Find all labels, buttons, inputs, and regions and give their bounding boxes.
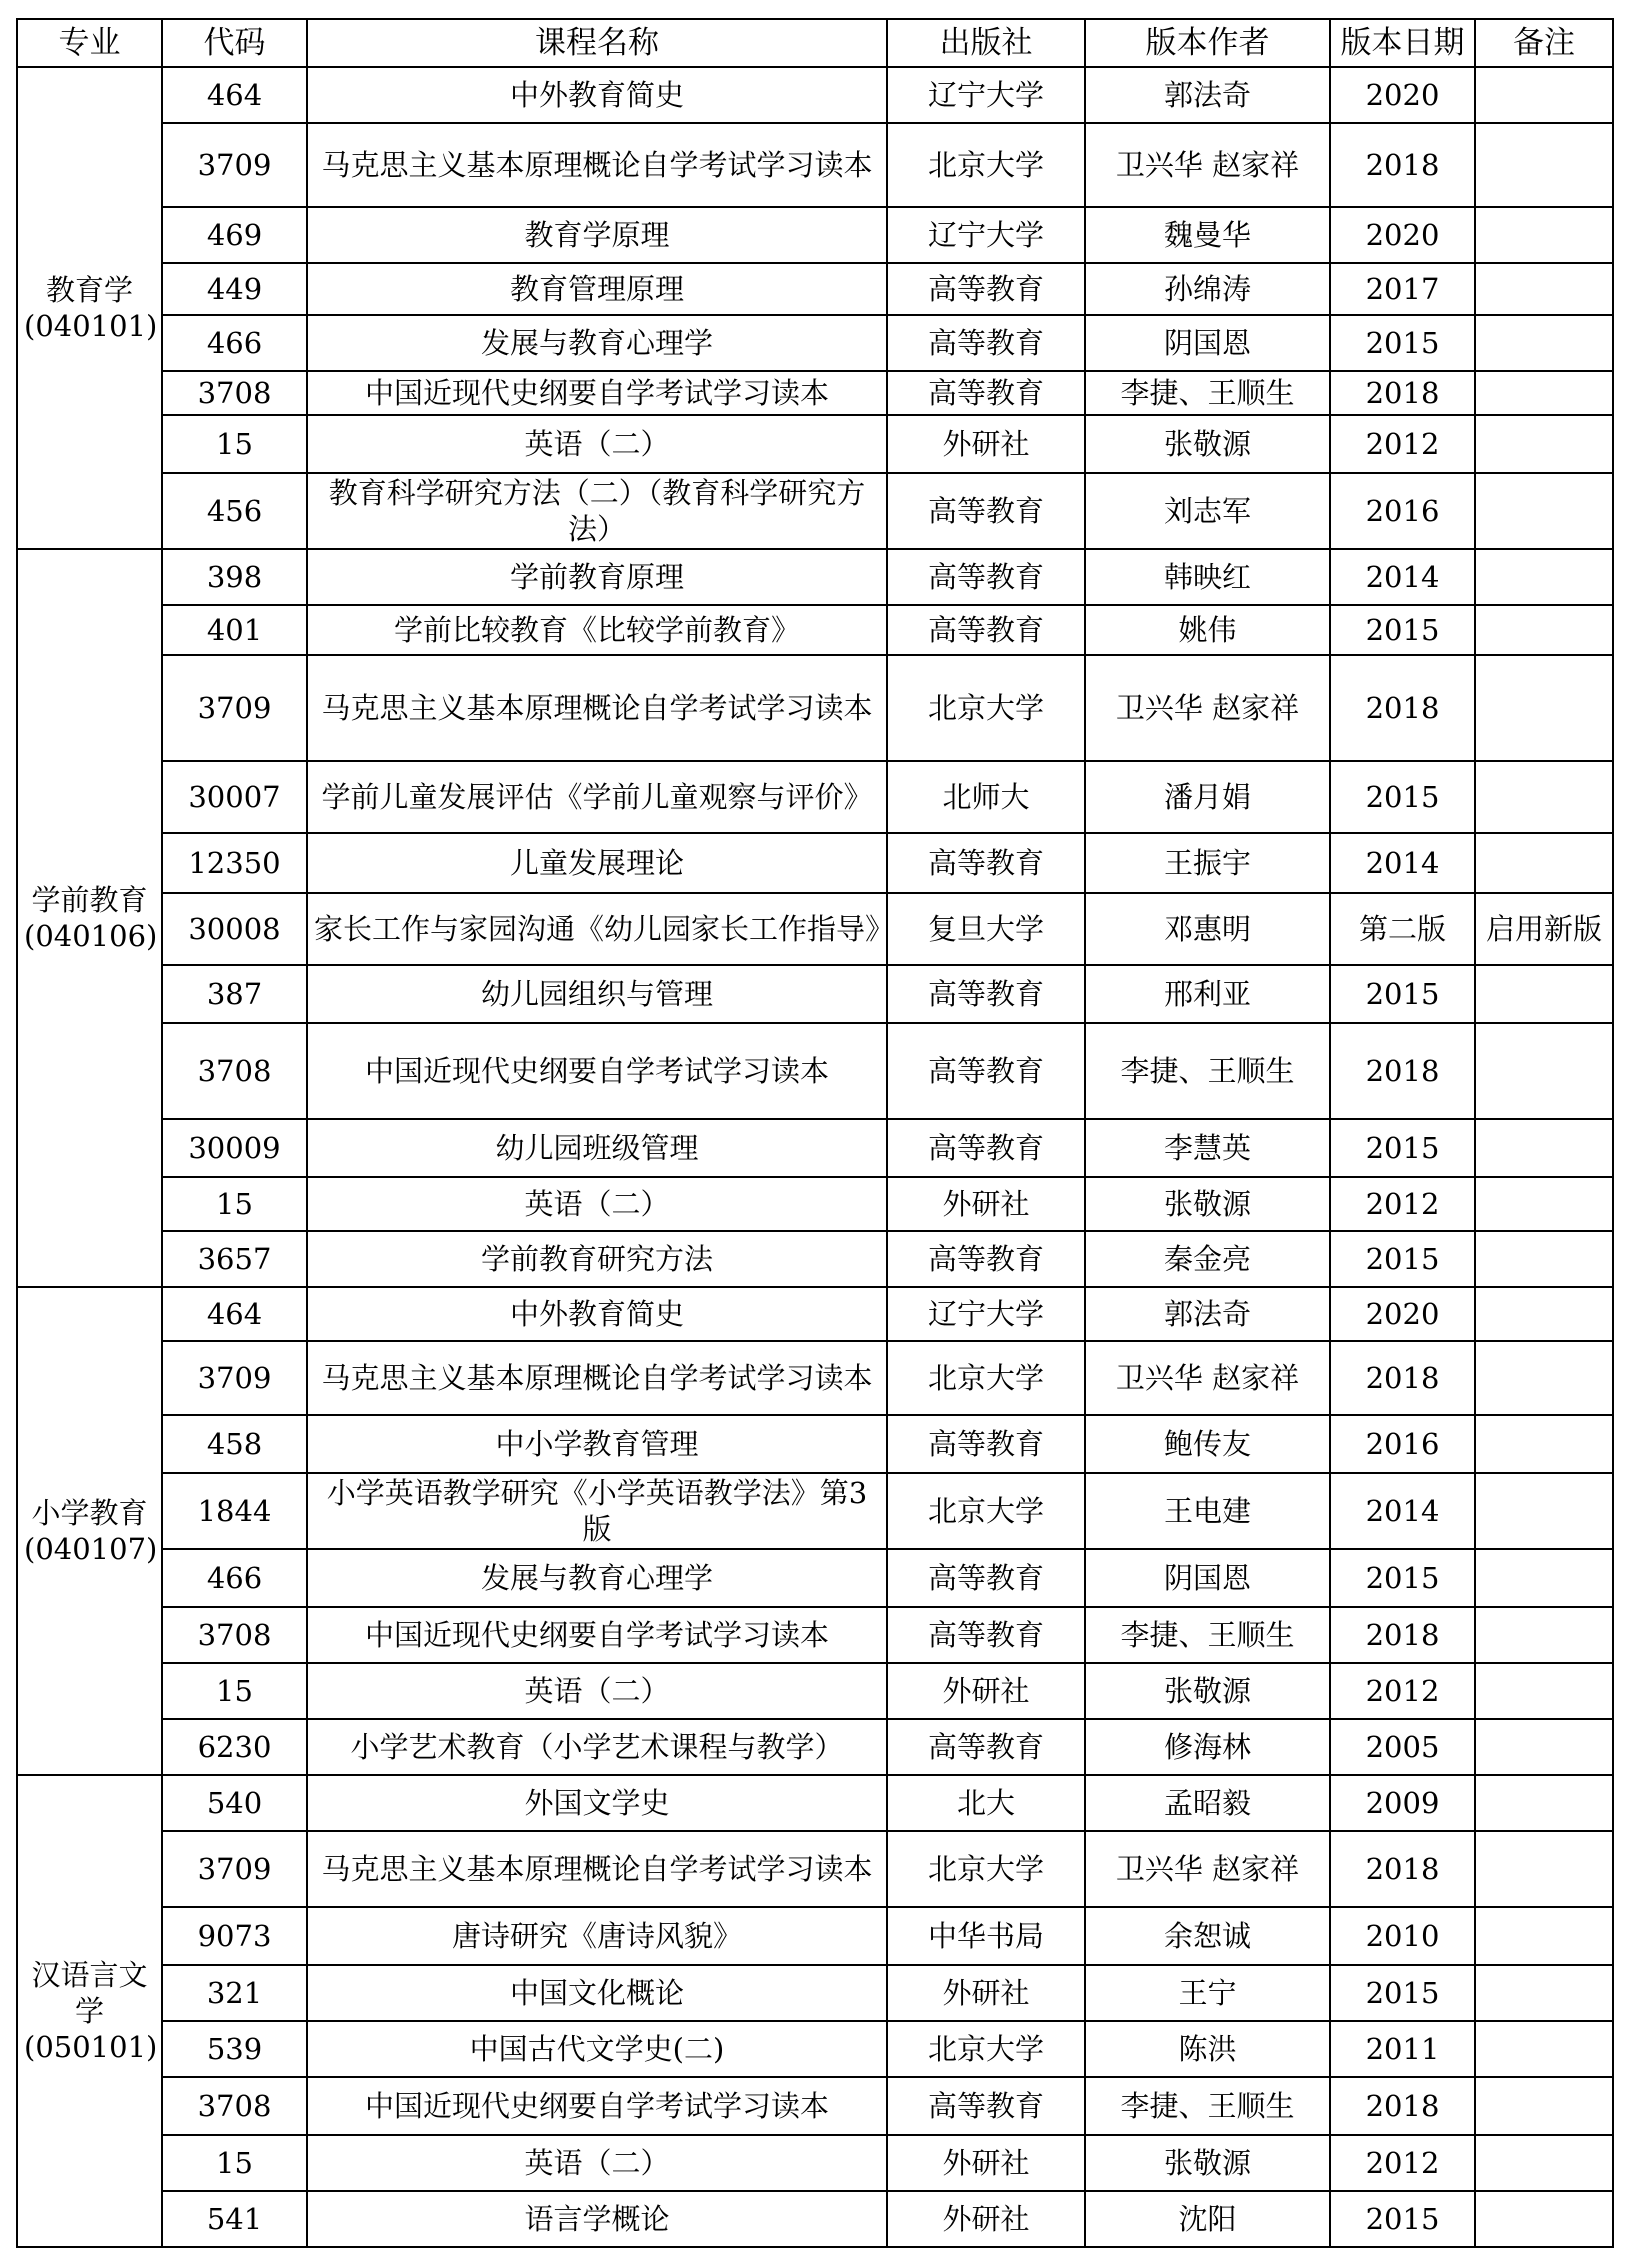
publisher-cell: 北京大学 (887, 2021, 1085, 2077)
author-cell: 卫兴华 赵家祥 (1085, 1341, 1330, 1415)
author-cell: 李捷、王顺生 (1085, 371, 1330, 415)
edition-date-cell: 2018 (1330, 2077, 1475, 2135)
course-name-cell: 中国近现代史纲要自学考试学习读本 (307, 371, 887, 415)
publisher-cell: 外研社 (887, 1965, 1085, 2021)
edition-date-cell: 2018 (1330, 1341, 1475, 1415)
note-cell (1475, 1775, 1613, 1831)
author-cell: 李慧英 (1085, 1119, 1330, 1177)
course-name-cell: 发展与教育心理学 (307, 1549, 887, 1607)
publisher-cell: 高等教育 (887, 371, 1085, 415)
table-row (17, 2135, 1613, 2191)
author-cell: 修海林 (1085, 1719, 1330, 1775)
table-row (17, 1831, 1613, 1907)
major-cell: 汉语言文学 (050101) (17, 1775, 162, 2247)
course-name-cell: 中国近现代史纲要自学考试学习读本 (307, 2077, 887, 2135)
course-code-cell: 466 (162, 1549, 307, 1607)
course-name-cell: 中国古代文学史(二) (307, 2021, 887, 2077)
edition-date-cell: 2015 (1330, 315, 1475, 371)
note-cell (1475, 965, 1613, 1023)
major-cell: 小学教育 (040107) (17, 1287, 162, 1775)
edition-date-cell: 2018 (1330, 1831, 1475, 1907)
course-code-cell: 30007 (162, 761, 307, 833)
edition-date-cell: 2005 (1330, 1719, 1475, 1775)
note-cell (1475, 1231, 1613, 1287)
edition-date-cell: 2018 (1330, 123, 1475, 207)
publisher-cell: 高等教育 (887, 1719, 1085, 1775)
table-row (17, 1287, 1613, 1341)
note-cell (1475, 761, 1613, 833)
course-name-cell: 中外教育简史 (307, 67, 887, 123)
table-row (17, 415, 1613, 473)
course-code-cell: 456 (162, 473, 307, 549)
publisher-cell: 北京大学 (887, 1473, 1085, 1549)
author-cell: 张敬源 (1085, 2135, 1330, 2191)
edition-date-cell: 2016 (1330, 473, 1475, 549)
author-cell: 张敬源 (1085, 1663, 1330, 1719)
note-cell (1475, 655, 1613, 761)
course-code-cell: 3708 (162, 2077, 307, 2135)
course-code-cell: 3709 (162, 1831, 307, 1907)
publisher-cell: 北京大学 (887, 123, 1085, 207)
course-code-cell: 15 (162, 415, 307, 473)
course-code-cell: 15 (162, 1663, 307, 1719)
course-name-cell: 发展与教育心理学 (307, 315, 887, 371)
edition-date-cell: 2012 (1330, 1663, 1475, 1719)
author-cell: 刘志军 (1085, 473, 1330, 549)
note-cell (1475, 1473, 1613, 1549)
major-cell: 学前教育 (040106) (17, 549, 162, 1287)
note-cell (1475, 315, 1613, 371)
note-cell (1475, 549, 1613, 605)
note-cell (1475, 1415, 1613, 1473)
course-name-cell: 家长工作与家园沟通《幼儿园家长工作指导》 (307, 893, 887, 965)
author-cell: 卫兴华 赵家祥 (1085, 123, 1330, 207)
publisher-cell: 辽宁大学 (887, 67, 1085, 123)
course-code-cell: 321 (162, 1965, 307, 2021)
note-cell (1475, 207, 1613, 263)
publisher-cell: 北大 (887, 1775, 1085, 1831)
course-code-cell: 30009 (162, 1119, 307, 1177)
table-row (17, 655, 1613, 761)
course-code-cell: 466 (162, 315, 307, 371)
note-cell (1475, 1177, 1613, 1231)
note-cell (1475, 1663, 1613, 1719)
author-cell: 鲍传友 (1085, 1415, 1330, 1473)
course-name-cell: 幼儿园组织与管理 (307, 965, 887, 1023)
table-row (17, 965, 1613, 1023)
table-row (17, 1549, 1613, 1607)
table-row (17, 833, 1613, 893)
publisher-cell: 外研社 (887, 2135, 1085, 2191)
course-code-cell: 15 (162, 1177, 307, 1231)
edition-date-cell: 2011 (1330, 2021, 1475, 2077)
course-name-cell: 马克思主义基本原理概论自学考试学习读本 (307, 655, 887, 761)
note-cell (1475, 415, 1613, 473)
course-name-cell: 学前儿童发展评估《学前儿童观察与评价》 (307, 761, 887, 833)
note-cell (1475, 1719, 1613, 1775)
publisher-cell: 高等教育 (887, 1023, 1085, 1119)
header-course-name: 课程名称 (307, 19, 887, 67)
author-cell: 卫兴华 赵家祥 (1085, 655, 1330, 761)
publisher-cell: 高等教育 (887, 1415, 1085, 1473)
publisher-cell: 高等教育 (887, 965, 1085, 1023)
course-code-cell: 541 (162, 2191, 307, 2247)
edition-date-cell: 2012 (1330, 415, 1475, 473)
note-cell (1475, 833, 1613, 893)
edition-date-cell: 2012 (1330, 2135, 1475, 2191)
publisher-cell: 北京大学 (887, 655, 1085, 761)
edition-date-cell: 2018 (1330, 371, 1475, 415)
course-name-cell: 马克思主义基本原理概论自学考试学习读本 (307, 1341, 887, 1415)
header-major: 专业 (17, 19, 162, 67)
table-row (17, 2077, 1613, 2135)
author-cell: 陈洪 (1085, 2021, 1330, 2077)
author-cell: 郭法奇 (1085, 1287, 1330, 1341)
course-name-cell: 小学英语教学研究《小学英语教学法》第3版 (307, 1473, 887, 1549)
course-name-cell: 学前比较教育《比较学前教育》 (307, 605, 887, 655)
author-cell: 郭法奇 (1085, 67, 1330, 123)
course-code-cell: 15 (162, 2135, 307, 2191)
course-name-cell: 中小学教育管理 (307, 1415, 887, 1473)
edition-date-cell: 2020 (1330, 67, 1475, 123)
course-code-cell: 3708 (162, 1023, 307, 1119)
table-row (17, 1177, 1613, 1231)
table-row (17, 2191, 1613, 2247)
publisher-cell: 北京大学 (887, 1341, 1085, 1415)
header-publisher: 出版社 (887, 19, 1085, 67)
course-code-cell: 387 (162, 965, 307, 1023)
edition-date-cell: 2015 (1330, 1119, 1475, 1177)
table-row (17, 1719, 1613, 1775)
edition-date-cell: 2010 (1330, 1907, 1475, 1965)
course-name-cell: 幼儿园班级管理 (307, 1119, 887, 1177)
course-code-cell: 3709 (162, 655, 307, 761)
table-row (17, 1341, 1613, 1415)
course-code-cell: 3709 (162, 123, 307, 207)
author-cell: 卫兴华 赵家祥 (1085, 1831, 1330, 1907)
publisher-cell: 中华书局 (887, 1907, 1085, 1965)
author-cell: 张敬源 (1085, 1177, 1330, 1231)
author-cell: 姚伟 (1085, 605, 1330, 655)
course-name-cell: 外国文学史 (307, 1775, 887, 1831)
publisher-cell: 北师大 (887, 761, 1085, 833)
publisher-cell: 外研社 (887, 2191, 1085, 2247)
table-row (17, 549, 1613, 605)
note-cell (1475, 2135, 1613, 2191)
edition-date-cell: 2018 (1330, 655, 1475, 761)
table-row (17, 1663, 1613, 1719)
publisher-cell: 高等教育 (887, 473, 1085, 549)
course-name-cell: 中外教育简史 (307, 1287, 887, 1341)
course-name-cell: 儿童发展理论 (307, 833, 887, 893)
note-cell (1475, 1119, 1613, 1177)
table-row (17, 263, 1613, 315)
publisher-cell: 高等教育 (887, 315, 1085, 371)
edition-date-cell: 2020 (1330, 1287, 1475, 1341)
table-row (17, 207, 1613, 263)
edition-date-cell: 2015 (1330, 1231, 1475, 1287)
table-row (17, 371, 1613, 415)
course-name-cell: 学前教育原理 (307, 549, 887, 605)
note-cell (1475, 2077, 1613, 2135)
author-cell: 阴国恩 (1085, 1549, 1330, 1607)
author-cell: 余恕诚 (1085, 1907, 1330, 1965)
edition-date-cell: 2018 (1330, 1023, 1475, 1119)
publisher-cell: 高等教育 (887, 833, 1085, 893)
note-cell (1475, 1831, 1613, 1907)
author-cell: 王电建 (1085, 1473, 1330, 1549)
course-name-cell: 学前教育研究方法 (307, 1231, 887, 1287)
major-cell: 教育学 (040101) (17, 67, 162, 549)
author-cell: 张敬源 (1085, 415, 1330, 473)
course-code-cell: 3709 (162, 1341, 307, 1415)
author-cell: 邢利亚 (1085, 965, 1330, 1023)
course-name-cell: 中国文化概论 (307, 1965, 887, 2021)
publisher-cell: 复旦大学 (887, 893, 1085, 965)
header-author: 版本作者 (1085, 19, 1330, 67)
table-row (17, 1775, 1613, 1831)
edition-date-cell: 2016 (1330, 1415, 1475, 1473)
note-cell (1475, 67, 1613, 123)
header-code: 代码 (162, 19, 307, 67)
edition-date-cell: 2018 (1330, 1607, 1475, 1663)
publisher-cell: 辽宁大学 (887, 207, 1085, 263)
course-code-cell: 30008 (162, 893, 307, 965)
author-cell: 孙绵涛 (1085, 263, 1330, 315)
publisher-cell: 高等教育 (887, 1549, 1085, 1607)
course-code-cell: 464 (162, 1287, 307, 1341)
note-cell (1475, 1287, 1613, 1341)
course-name-cell: 教育管理原理 (307, 263, 887, 315)
table-row (17, 1119, 1613, 1177)
table-row (17, 2021, 1613, 2077)
publisher-cell: 高等教育 (887, 1231, 1085, 1287)
course-name-cell: 英语（二） (307, 1177, 887, 1231)
author-cell: 孟昭毅 (1085, 1775, 1330, 1831)
table-row (17, 67, 1613, 123)
author-cell: 王宁 (1085, 1965, 1330, 2021)
course-name-cell: 中国近现代史纲要自学考试学习读本 (307, 1607, 887, 1663)
course-code-cell: 1844 (162, 1473, 307, 1549)
course-code-cell: 3708 (162, 371, 307, 415)
note-cell (1475, 1549, 1613, 1607)
publisher-cell: 高等教育 (887, 2077, 1085, 2135)
course-code-cell: 540 (162, 1775, 307, 1831)
note-cell (1475, 1607, 1613, 1663)
author-cell: 潘月娟 (1085, 761, 1330, 833)
course-name-cell: 马克思主义基本原理概论自学考试学习读本 (307, 1831, 887, 1907)
edition-date-cell: 2015 (1330, 605, 1475, 655)
publisher-cell: 高等教育 (887, 549, 1085, 605)
edition-date-cell: 2009 (1330, 1775, 1475, 1831)
course-code-cell: 469 (162, 207, 307, 263)
course-code-cell: 458 (162, 1415, 307, 1473)
edition-date-cell: 2015 (1330, 965, 1475, 1023)
note-cell (1475, 263, 1613, 315)
author-cell: 邓惠明 (1085, 893, 1330, 965)
edition-date-cell: 2014 (1330, 549, 1475, 605)
table-row (17, 1415, 1613, 1473)
publisher-cell: 北京大学 (887, 1831, 1085, 1907)
author-cell: 李捷、王顺生 (1085, 2077, 1330, 2135)
course-name-cell: 教育学原理 (307, 207, 887, 263)
author-cell: 阴国恩 (1085, 315, 1330, 371)
course-code-cell: 464 (162, 67, 307, 123)
note-cell (1475, 1341, 1613, 1415)
author-cell: 秦金亮 (1085, 1231, 1330, 1287)
edition-date-cell: 2015 (1330, 1549, 1475, 1607)
edition-date-cell: 2012 (1330, 1177, 1475, 1231)
edition-date-cell: 第二版 (1330, 893, 1475, 965)
author-cell: 沈阳 (1085, 2191, 1330, 2247)
publisher-cell: 高等教育 (887, 263, 1085, 315)
course-code-cell: 3708 (162, 1607, 307, 1663)
author-cell: 王振宇 (1085, 833, 1330, 893)
publisher-cell: 外研社 (887, 1177, 1085, 1231)
note-cell (1475, 2191, 1613, 2247)
course-code-cell: 6230 (162, 1719, 307, 1775)
author-cell: 韩映红 (1085, 549, 1330, 605)
curriculum-table (16, 18, 1614, 2248)
note-cell (1475, 473, 1613, 549)
table-row (17, 1965, 1613, 2021)
course-name-cell: 中国近现代史纲要自学考试学习读本 (307, 1023, 887, 1119)
header-edition-date: 版本日期 (1330, 19, 1475, 67)
note-cell (1475, 605, 1613, 655)
course-code-cell: 449 (162, 263, 307, 315)
course-name-cell: 英语（二） (307, 415, 887, 473)
author-cell: 魏曼华 (1085, 207, 1330, 263)
table-row (17, 1231, 1613, 1287)
course-code-cell: 401 (162, 605, 307, 655)
course-name-cell: 唐诗研究《唐诗风貌》 (307, 1907, 887, 1965)
header-note: 备注 (1475, 19, 1613, 67)
edition-date-cell: 2015 (1330, 2191, 1475, 2247)
note-cell (1475, 1965, 1613, 2021)
publisher-cell: 高等教育 (887, 1119, 1085, 1177)
course-code-cell: 3657 (162, 1231, 307, 1287)
edition-date-cell: 2015 (1330, 1965, 1475, 2021)
edition-date-cell: 2014 (1330, 1473, 1475, 1549)
table-row (17, 761, 1613, 833)
course-code-cell: 539 (162, 2021, 307, 2077)
publisher-cell: 外研社 (887, 1663, 1085, 1719)
table-row (17, 473, 1613, 549)
table-row (17, 123, 1613, 207)
publisher-cell: 辽宁大学 (887, 1287, 1085, 1341)
course-name-cell: 英语（二） (307, 2135, 887, 2191)
table-row (17, 893, 1613, 965)
course-name-cell: 英语（二） (307, 1663, 887, 1719)
course-name-cell: 语言学概论 (307, 2191, 887, 2247)
note-cell: 启用新版 (1475, 893, 1613, 965)
note-cell (1475, 2021, 1613, 2077)
course-name-cell: 教育科学研究方法（二）（教育科学研究方法） (307, 473, 887, 549)
author-cell: 李捷、王顺生 (1085, 1023, 1330, 1119)
note-cell (1475, 1023, 1613, 1119)
table-row (17, 315, 1613, 371)
header-row (17, 19, 1613, 67)
table-row (17, 1907, 1613, 1965)
publisher-cell: 高等教育 (887, 605, 1085, 655)
table-row (17, 605, 1613, 655)
publisher-cell: 外研社 (887, 415, 1085, 473)
course-name-cell: 小学艺术教育（小学艺术课程与教学） (307, 1719, 887, 1775)
course-code-cell: 9073 (162, 1907, 307, 1965)
course-code-cell: 398 (162, 549, 307, 605)
edition-date-cell: 2015 (1330, 761, 1475, 833)
note-cell (1475, 371, 1613, 415)
edition-date-cell: 2017 (1330, 263, 1475, 315)
edition-date-cell: 2014 (1330, 833, 1475, 893)
course-code-cell: 12350 (162, 833, 307, 893)
note-cell (1475, 1907, 1613, 1965)
edition-date-cell: 2020 (1330, 207, 1475, 263)
course-name-cell: 马克思主义基本原理概论自学考试学习读本 (307, 123, 887, 207)
table-row (17, 1023, 1613, 1119)
author-cell: 李捷、王顺生 (1085, 1607, 1330, 1663)
note-cell (1475, 123, 1613, 207)
table-row (17, 1473, 1613, 1549)
table-row (17, 1607, 1613, 1663)
publisher-cell: 高等教育 (887, 1607, 1085, 1663)
